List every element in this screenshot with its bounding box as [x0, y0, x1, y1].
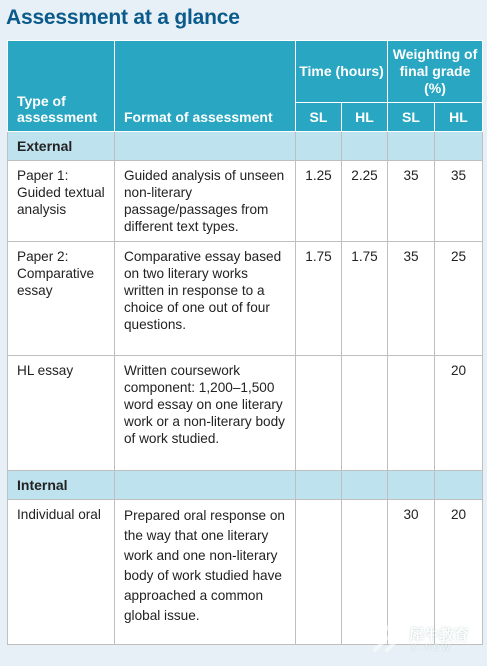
header-weight-hl: HL [435, 103, 483, 132]
cell-type: Paper 2: Comparative essay [8, 242, 115, 356]
cell-weight-hl: 25 [435, 242, 483, 356]
header-format-of-assessment: Format of assessment [115, 41, 296, 132]
cell-format: Written coursework component: 1,200–1,500 word essay on one literary work or a non-literary body of work studied. [115, 356, 296, 471]
cell-weight-sl: 30 [388, 500, 435, 645]
watermark-logo [369, 618, 479, 658]
cell-type: Paper 1: Guided textual analysis [8, 161, 115, 242]
cell-weight-hl: 35 [435, 161, 483, 242]
header-weighting-group: Weighting of final grade (%) [388, 41, 483, 103]
cell-type: HL essay [8, 356, 115, 471]
cell-time-sl [296, 500, 342, 645]
header-time-sl: SL [296, 103, 342, 132]
cell-weight-sl: 35 [388, 242, 435, 356]
cell-type: Individual oral [8, 500, 115, 645]
section-row-internal [8, 471, 483, 500]
header-weight-sl: SL [388, 103, 435, 132]
cell-weight-hl: 20 [435, 500, 483, 645]
section-label-external: External [8, 132, 115, 161]
cell-format: Guided analysis of unseen non-literary passage/passages from different text types. [115, 161, 296, 242]
assessment-table [7, 40, 483, 645]
cell-format: Prepared oral response on the way that one literary work and one non-literary body of work studied have approached a common global issue. [115, 500, 296, 645]
page-title: Assessment at a glance [6, 6, 240, 29]
header-type-of-assessment: Type of assessment [8, 41, 115, 132]
cell-time-hl: 2.25 [342, 161, 388, 242]
watermark-sub: X-NEW [411, 643, 453, 652]
cell-time-sl: 1.75 [296, 242, 342, 356]
table-row [8, 242, 483, 356]
cell-time-sl: 1.25 [296, 161, 342, 242]
rhino-icon [369, 620, 407, 656]
cell-weight-sl: 35 [388, 161, 435, 242]
section-row-external [8, 132, 483, 161]
cell-time-hl: 1.75 [342, 242, 388, 356]
cell-format: Comparative essay based on two literary works written in response to a choice of one out of four questions. [115, 242, 296, 356]
header-time-group: Time (hours) [296, 41, 388, 103]
cell-weight-sl [388, 356, 435, 471]
watermark-text: 犀牛教育 [409, 627, 470, 644]
header-time-hl: HL [342, 103, 388, 132]
cell-time-hl [342, 356, 388, 471]
cell-weight-hl: 20 [435, 356, 483, 471]
table-row [8, 356, 483, 471]
section-label-internal: Internal [8, 471, 115, 500]
cell-time-sl [296, 356, 342, 471]
table-row [8, 161, 483, 242]
